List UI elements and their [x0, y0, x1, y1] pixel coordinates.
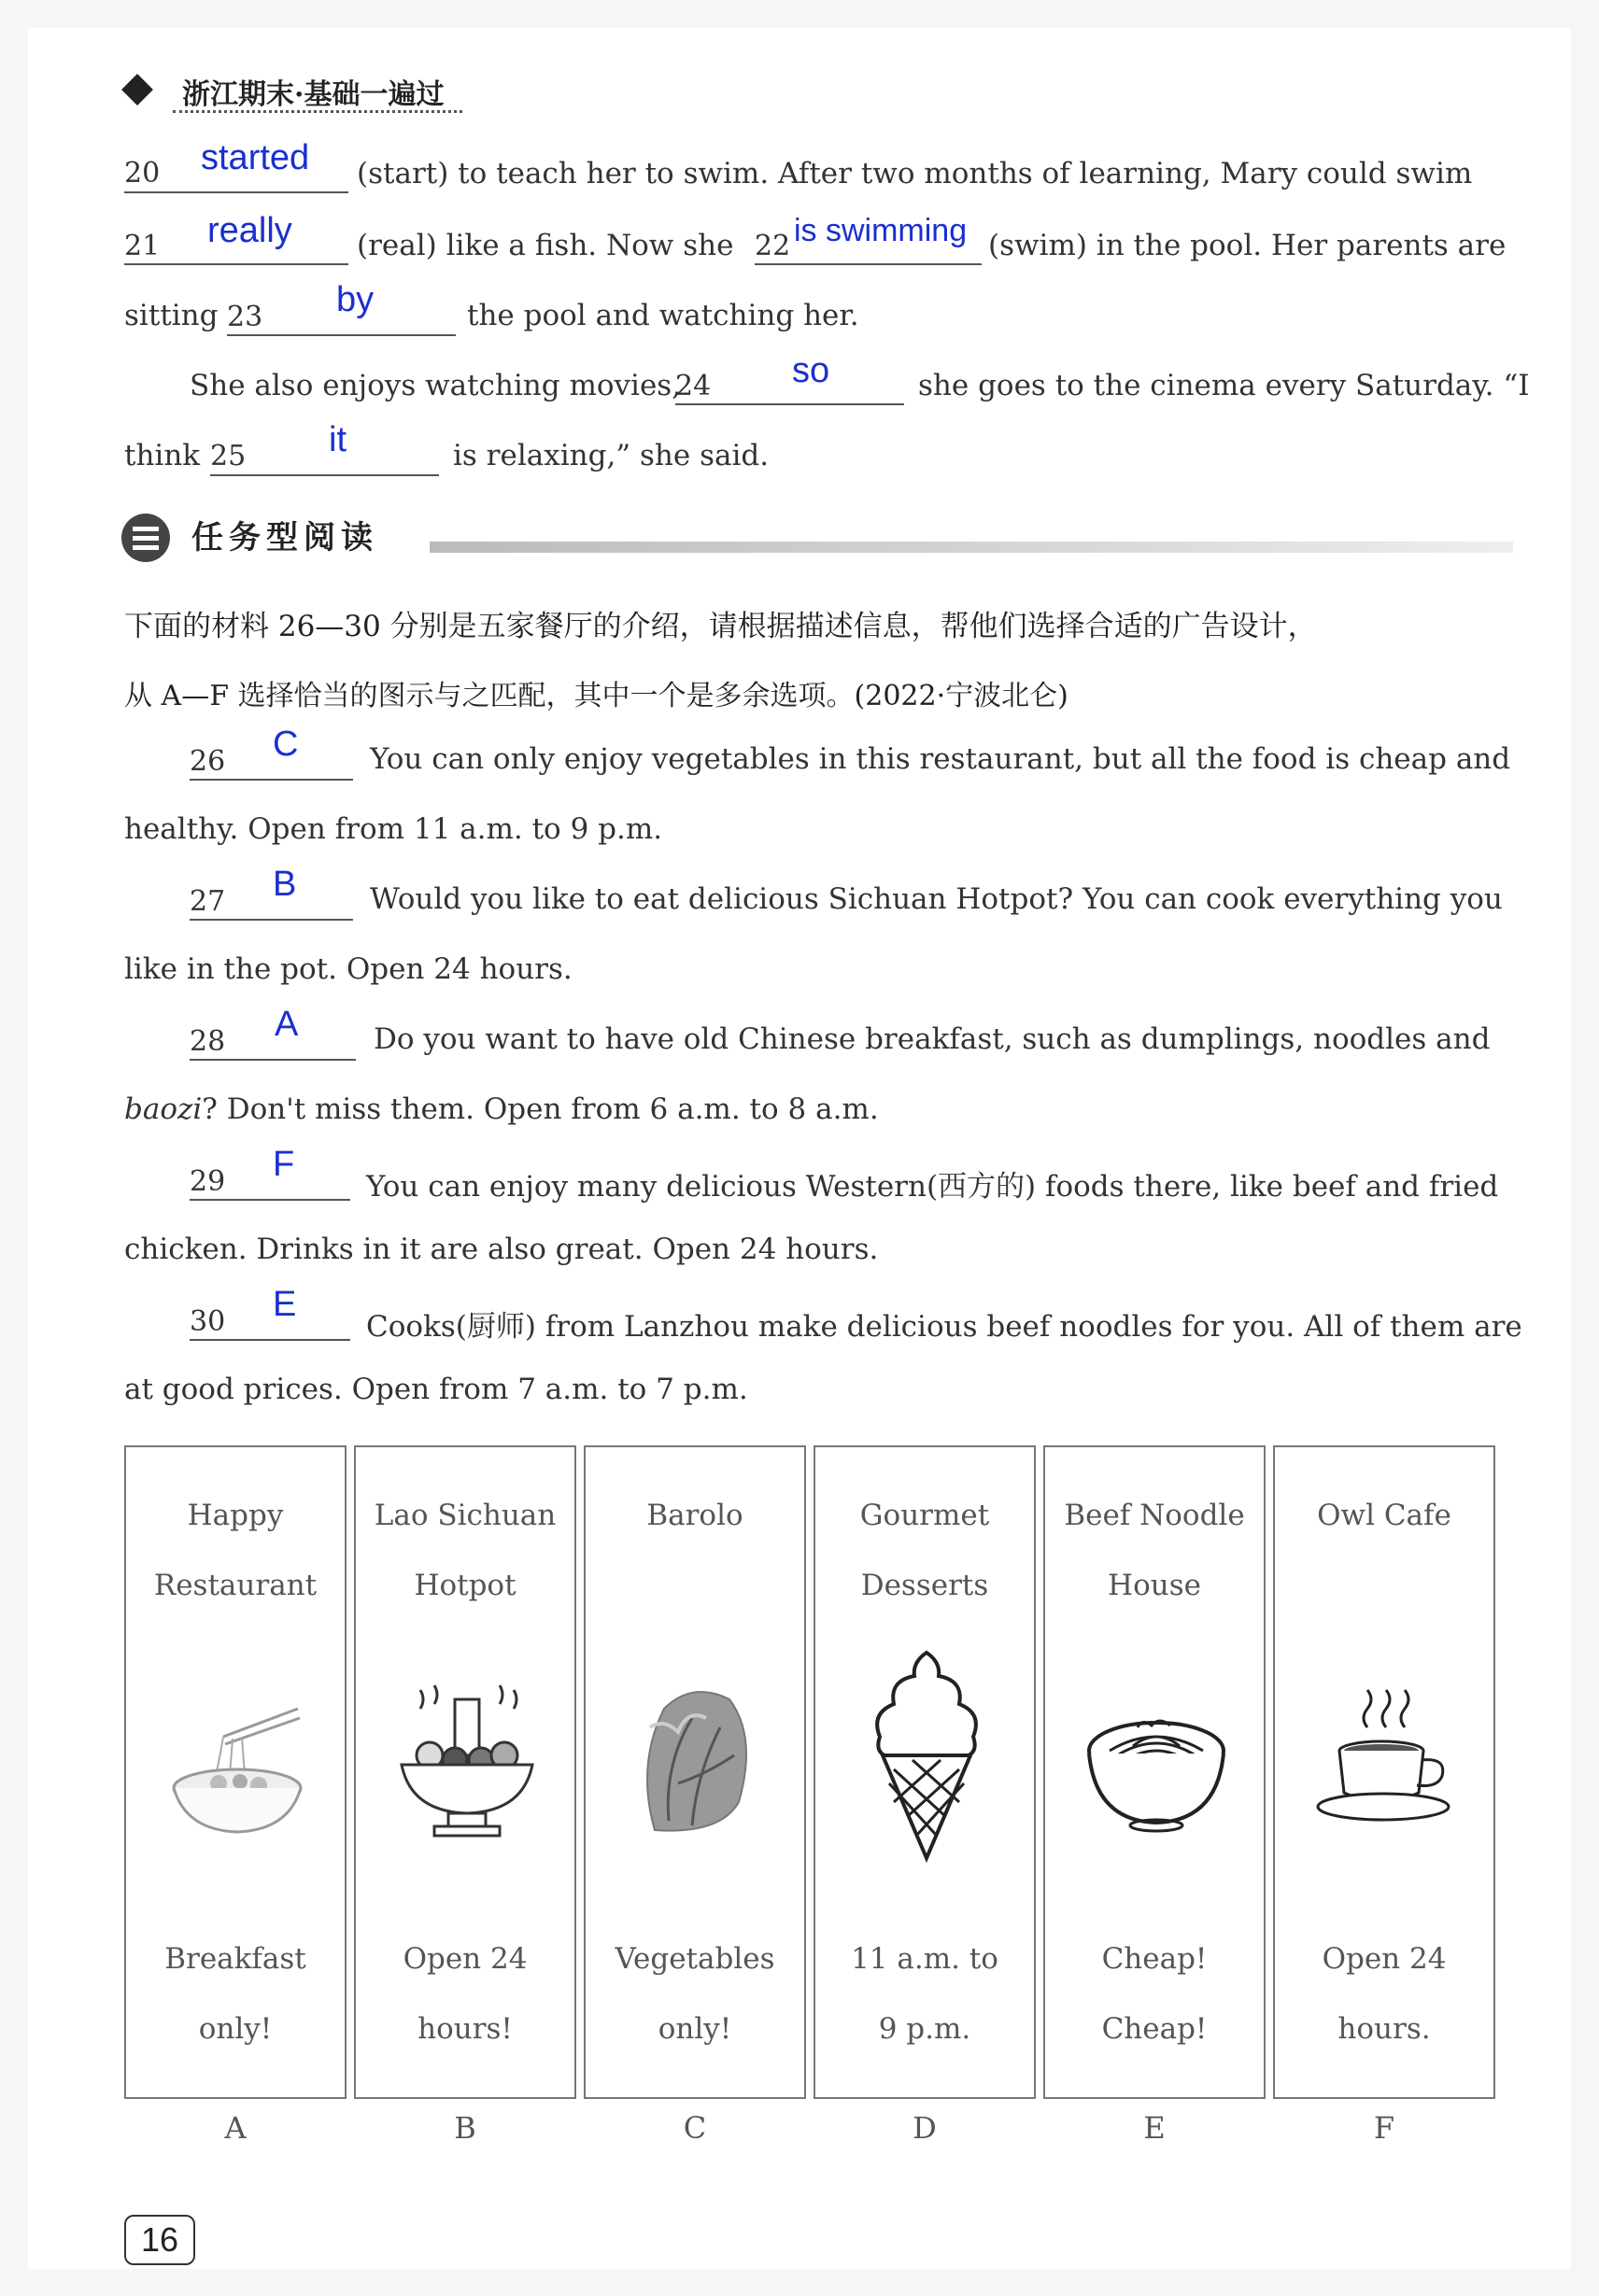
blank-number: 24 [675, 370, 712, 402]
option-letter-b: B [454, 2110, 476, 2146]
question-text: You can only enjoy vegetables in this restaurant, but all the food is cheap and [370, 742, 1511, 776]
answer-blank [190, 779, 353, 781]
question-text: Would you like to eat delicious Sichuan Hotpot? You can cook everything you [370, 882, 1503, 916]
section-title: 任务型阅读 [191, 519, 378, 556]
card-slogan: Open 24 [403, 1942, 528, 1976]
card-name: Happy [187, 1499, 284, 1532]
hotpot-icon [397, 1671, 537, 1839]
italic-word: baozi [124, 1092, 203, 1126]
blank-number: 23 [227, 301, 263, 333]
sentence-text: She also enjoys watching movies, [190, 369, 682, 402]
blank-number: 20 [124, 157, 161, 190]
card-name: Barolo [646, 1499, 743, 1532]
section-number-icon [121, 514, 170, 562]
sentence-text: (start) to teach her to swim. After two months of learning, Mary could swim [357, 157, 1473, 190]
card-slogan-2: hours! [417, 2012, 513, 2046]
answer-text: B [273, 865, 297, 904]
card-name-2: Restaurant [153, 1569, 318, 1602]
answer-text: so [792, 351, 830, 390]
page-number: 16 [124, 2215, 195, 2265]
answer-blank [227, 334, 456, 336]
card-slogan-2: 9 p.m. [878, 2012, 971, 2046]
page-header: 浙江期末·基础一遍过 [182, 78, 445, 111]
coffee-cup-icon [1316, 1671, 1456, 1839]
answer-text: started [201, 138, 310, 177]
question-text: Do you want to have old Chinese breakfast, such as dumplings, noodles and [374, 1022, 1491, 1056]
sentence-text: (real) like a fish. Now she [357, 229, 734, 262]
instruction-line-1: 下面的材料 26—30 分别是五家餐厅的介绍，请根据描述信息，帮他们选择合适的广告设计， [124, 610, 1317, 643]
answer-blank [210, 474, 439, 476]
card-slogan: 11 a.m. to [851, 1942, 998, 1976]
card-name-2: Hotpot [414, 1569, 516, 1602]
card-name: Owl Cafe [1317, 1499, 1451, 1532]
question-text-cont: healthy. Open from 11 a.m. to 9 p.m. [124, 812, 663, 846]
card-slogan: Vegetables [615, 1942, 775, 1976]
card-slogan: Open 24 [1322, 1942, 1447, 1976]
answer-blank [124, 263, 348, 265]
card-name: Lao Sichuan [374, 1499, 557, 1532]
ad-card-f [1273, 1445, 1495, 2099]
ad-card-b [354, 1445, 576, 2099]
answer-blank [190, 1199, 350, 1201]
answer-blank [190, 1339, 350, 1341]
sentence-text: is relaxing,” she said. [453, 439, 770, 472]
answer-text: E [273, 1285, 297, 1324]
answer-text: F [273, 1145, 295, 1184]
card-name-2: House [1108, 1569, 1201, 1602]
option-letter-c: C [683, 2110, 707, 2146]
answer-text: C [273, 725, 299, 764]
sentence-text: (swim) in the pool. Her parents are [988, 229, 1507, 262]
question-number: 28 [190, 1025, 226, 1058]
question-text-cont: like in the pot. Open 24 hours. [124, 952, 573, 986]
question-text-cont: chicken. Drinks in it are also great. Open 24 hours. [124, 1233, 879, 1266]
card-name: Gourmet [859, 1499, 990, 1532]
blank-number: 21 [124, 230, 161, 262]
answer-blank [190, 1059, 356, 1061]
sentence-text: think [124, 439, 201, 472]
answer-text: is swimming [794, 213, 968, 248]
answer-text: A [275, 1005, 299, 1044]
sentence-text: she goes to the cinema every Saturday. “I [918, 369, 1530, 402]
blank-number: 25 [210, 440, 247, 472]
ice-cream-icon [856, 1648, 997, 1863]
question-text-cont [124, 1092, 879, 1126]
option-letter-d: D [913, 2110, 937, 2146]
card-slogan: Cheap! [1101, 1942, 1208, 1976]
question-number: 27 [190, 885, 226, 918]
option-letter-a: A [224, 2110, 247, 2146]
card-slogan-2: only! [658, 2012, 732, 2046]
lettuce-icon [627, 1671, 767, 1839]
card-slogan: Breakfast [164, 1942, 306, 1976]
option-letter-f: F [1373, 2110, 1395, 2146]
question-text-rest: ? Don't miss them. Open from 6 a.m. to 8 a.m. [202, 1092, 879, 1126]
answer-text: by [336, 280, 375, 319]
answer-text: it [329, 420, 347, 459]
card-slogan-2: only! [198, 2012, 273, 2046]
answer-text: really [207, 211, 292, 250]
beef-noodle-bowl-icon [1086, 1671, 1226, 1839]
section-divider [430, 542, 1513, 553]
ad-card-a [124, 1445, 347, 2099]
question-number: 26 [190, 745, 226, 778]
sentence-text: sitting [124, 299, 219, 332]
question-text: Cooks(厨师) from Lanzhou make delicious beef noodles for you. All of them are [366, 1310, 1522, 1344]
ad-card-c [584, 1445, 806, 2099]
instruction-line-2: 从 A—F 选择恰当的图示与之匹配，其中一个是多余选项。(2022·宁波北仑) [124, 680, 1068, 712]
sentence-text: the pool and watching her. [467, 299, 859, 332]
card-slogan-2: Cheap! [1101, 2012, 1208, 2046]
noodle-bowl-icon [167, 1671, 307, 1839]
ad-card-d [814, 1445, 1036, 2099]
question-number: 29 [190, 1165, 226, 1198]
card-slogan-2: hours. [1337, 2012, 1431, 2046]
card-name: Beef Noodle [1064, 1499, 1245, 1532]
question-number: 30 [190, 1305, 226, 1338]
blank-number: 22 [755, 230, 791, 262]
header-divider [173, 110, 462, 113]
answer-blank [755, 263, 982, 265]
question-text-cont: at good prices. Open from 7 a.m. to 7 p.m. [124, 1373, 748, 1406]
answer-blank [675, 403, 904, 405]
ad-card-e [1043, 1445, 1266, 2099]
card-name-2: Desserts [860, 1569, 989, 1602]
answer-blank [124, 191, 348, 193]
question-text: You can enjoy many delicious Western(西方的) foods there, like beef and fried [366, 1170, 1499, 1204]
option-letter-e: E [1143, 2110, 1166, 2146]
answer-blank [190, 919, 353, 921]
